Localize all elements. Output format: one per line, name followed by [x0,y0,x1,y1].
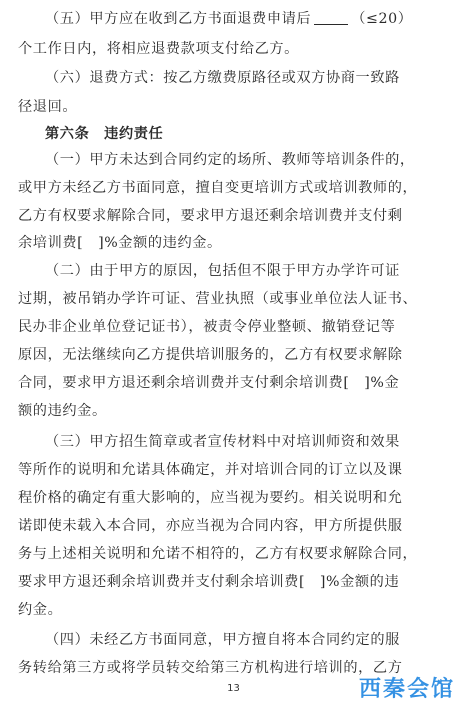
para-1-line-1: （一）甲方未达到合同约定的场所、教师等培训条件的， [45,152,415,168]
para-3-line-1: （三）甲方招生简章或者宣传材料中对培训师资和效果 [45,434,400,450]
para-3-line-7: 约金。 [18,602,63,618]
para-2-line-2: 过期，被吊销办学许可证、营业执照（或事业单位法人证书、 [18,291,418,307]
clause-5-line-1: （五）甲方应在收到乙方书面退费申请后 （≤20） [45,11,413,27]
para-3-line-2: 等所作的说明和允诺具体确定，并对培训合同的订立以及课 [18,462,403,478]
para-4-line-2: 务转给第三方或将学员转交给第三方机构进行培训的，乙方 [18,660,403,676]
para-4-line-1: （四）未经乙方书面同意，甲方擅自将本合同约定的服 [45,632,400,648]
para-3-line-4: 诺即使未载入本合同，亦应当视为合同内容，甲方所提供服 [18,518,403,534]
clause-5-line-2: 个工作日内，将相应退费款项支付给乙方。 [18,41,299,57]
clause-6-line-1: （六）退费方式：按乙方缴费原路径或双方协商一致路 [45,70,400,86]
para-2-line-1: （二）由于甲方的原因，包括但不限于甲方办学许可证 [45,263,400,279]
para-2-line-3: 民办非企业单位登记证书），被责令停业整顿、撤销登记等 [18,319,396,335]
article-6-heading: 第六条 违约责任 [45,126,164,142]
blank-underline [314,10,348,25]
para-3-line-5: 务与上述相关说明和允诺不相符的，乙方有权要求解除合同， [18,546,418,562]
page-number: 13 [227,683,240,694]
para-1-line-3: 乙方有权要求解除合同，要求甲方退还剩余培训费并支付剩 [18,208,403,224]
para-2-line-5: 合同，要求甲方退还剩余培训费并支付剩余培训费[ ]%金 [18,375,400,391]
para-1-line-4: 余培训费[ ]%金额的违约金。 [18,235,222,251]
clause-6-line-2: 径退回。 [18,99,78,115]
para-3-line-6: 要求甲方退还剩余培训费并支付剩余培训费[ ]%金额的违 [18,574,400,590]
para-2-line-6: 额的违约金。 [18,403,107,419]
watermark-logo: 西秦会馆 [358,677,455,702]
para-1-line-2: 或甲方未经乙方书面同意，擅自变更培训方式或培训教师的， [18,180,418,196]
para-3-line-3: 程价格的确定有重大影响的，应当视为要约。相关说明和允 [18,490,403,506]
para-2-line-4: 原因，无法继续向乙方提供培训服务的，乙方有权要求解除 [18,347,403,363]
